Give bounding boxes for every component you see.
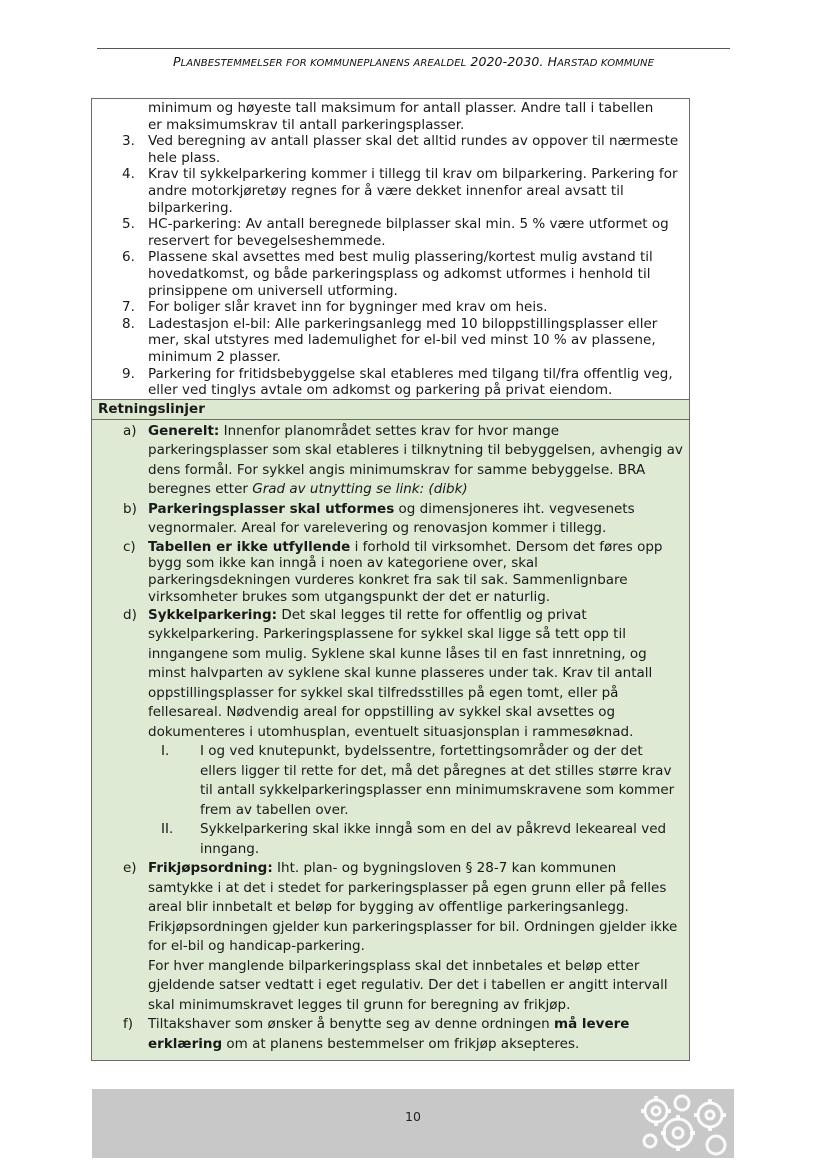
numbered-item [92, 216, 689, 249]
item-number: 3. [122, 133, 135, 150]
guideline-item-c [92, 539, 689, 606]
numbered-item [92, 133, 689, 166]
item-text: Ladestasjon el-bil: Alle parkeringsanlegg med 10 biloppstillingsplasser eller mer, skal utstyres med lademulighet for el-bil ved minst 10 % av plassene, minimum 2 plasser. [148, 315, 658, 365]
item-lead: Sykkelparkering: [148, 606, 278, 623]
item-number: 9. [122, 365, 135, 382]
header-years: 2020-2030. [470, 54, 544, 69]
item-text-continued: For hver manglende bilparkeringsplass skal det innbetales et beløp etter gjeldende satser vedtatt i eget regulativ. Der det i tabellen er angitt intervall skal minimumskravet legges til grunn for beregning av frikjøp. [148, 957, 668, 1013]
numbered-item [92, 166, 689, 216]
guideline-subitem [92, 742, 689, 820]
item-text: Ved beregning av antall plasser skal det alltid rundes av oppover til nærmeste hele plass. [148, 133, 679, 166]
item-lead: Generelt: [148, 422, 220, 439]
item-lead: Frikjøpsordning: [148, 860, 273, 877]
item-emphasis: må levere erklæring [148, 1016, 630, 1052]
guideline-subitem [92, 820, 689, 859]
item-text-end: om at planens bestemmelser om frikjøp aksepteres. [222, 1035, 580, 1052]
item-number: 8. [122, 315, 135, 332]
item-number: 7. [122, 299, 135, 316]
item-letter: a) [123, 422, 137, 439]
item-lead: Parkeringsplasser skal utformes [148, 500, 395, 517]
numbered-provisions [92, 99, 689, 399]
subitem-number: II. [161, 821, 174, 838]
item-letter: c) [123, 538, 136, 555]
subitem-text: Sykkelparkering skal ikke inngå som en del av påkrevd lekeareal ved inngang. [200, 821, 667, 857]
item-text: Innenfor planområdet settes krav for hvor mange parkeringsplasser som skal etableres i tilknytning til bebyggelsen, avhengig av dens formål. For sykkel angis minimumskrav for samme bebyggelse. BRA beregnes etter [148, 422, 683, 498]
numbered-item [92, 299, 689, 316]
numbered-item [92, 249, 689, 299]
dibk-reference: Grad av utnytting se link: (dibk) [252, 481, 468, 498]
item-text: Parkering for fritidsbebyggelse skal etableres med tilgang til/fra offentlig veg, eller ved tinglys avtale om adkomst og parkering på privat eiendom. [148, 365, 673, 399]
item-text: Det skal legges til rette for offentlig og privat sykkelparkering. Parkeringsplassene for sykkel skal ligge så tett opp til inngangene som mulig. Syklene skal kunne låses til en fast innretning, og minst halvparten av syklene skal kunne plasseres under tak. Krav til antall oppstillingsplasser for sykkel skal tilfredsstilles på egen tomt, eller på fellesareal. Nødvendig areal for oppstilling av sykkel skal avsettes og dokumenteres i utomhusplan, eventuelt situasjonsplan i rammesøknad. [148, 606, 653, 740]
item-letter: e) [123, 860, 137, 877]
item-text: Iht. plan- og bygningsloven § 28-7 kan kommunen samtykke i at det i stedet for parkeringsplasser på egen grunn eller på felles areal blir innbetalt et beløp for bygging av offentlige parkeringsanlegg. Frikjøpsordningen gjelder kun parkeringsplasser for bil. Ordningen gjelder ikke for el-bil og handicap-parkering. [148, 860, 678, 955]
numbered-item [92, 366, 689, 399]
running-header [97, 54, 730, 69]
page-footer [92, 1089, 734, 1158]
continued-item-text [92, 100, 689, 133]
page-number: 10 [405, 1109, 421, 1124]
guideline-item-a [92, 422, 689, 500]
item-text: Tiltakshaver som ønsker å benytte seg av denne ordningen [148, 1016, 555, 1033]
item-letter: f) [123, 1016, 134, 1033]
item-text: Plassene skal avsettes med best mulig plassering/kortest mulig avstand til hovedatkomst, og både parkeringsplass og adkomst utformes i henhold til prinsippene om universell utforming. [148, 249, 653, 299]
item-letter: d) [123, 606, 137, 623]
guideline-item-f [92, 1015, 689, 1054]
item-letter: b) [123, 500, 137, 517]
guideline-item-e [92, 859, 689, 1015]
item-lead: Tabellen er ikke utfyllende [148, 538, 351, 555]
item-text: i forhold til virksomhet. Dersom det føres opp bygg som ikke kan inngå i noen av kategoriene over, skal parkeringsdekningen vurderes konkret fra sak til sak. Sammenlignbare virksomheter brukes som utgangspunkt der det er naturlig. [148, 538, 663, 606]
header-rule [97, 48, 730, 49]
numbered-item [92, 316, 689, 366]
continued-line-1: minimum og høyeste tall maksimum for antall plasser. Andre tall i tabellen [148, 100, 654, 116]
subitem-text: I og ved knutepunkt, bydelssentre, fortettingsområder og der det ellers ligger til rette for det, må det påregnes at det stilles større krav til antall sykkelparkeringsplasser enn minimumskravene som kommer frem av tabellen over. [200, 743, 675, 818]
item-text: og dimensjoneres iht. vegvesenets vegnormaler. Areal for varelevering og renovasjon kommer i tillegg. [148, 500, 635, 537]
gear-cluster-logo-icon [634, 1089, 734, 1158]
header-title-rest: LANBESTEMMELSER FOR KOMMUNEPLANENS AREALDEL [180, 58, 467, 69]
guideline-item-b [92, 500, 689, 539]
section-heading-retningslinjer: Retningslinjer [92, 399, 689, 420]
guideline-item-d [92, 606, 689, 743]
item-text: HC-parkering: Av antall beregnede bilplasser skal min. 5 % være utformet og reservert for bevegelseshemmede. [148, 216, 669, 249]
header-municipality-rest: ARSTAD KOMMUNE [557, 58, 655, 69]
item-number: 6. [122, 249, 135, 266]
continued-line-2: er maksimumskrav til antall parkeringsplasser. [148, 116, 465, 133]
header-municipality-initial: H [547, 54, 558, 69]
item-number: 4. [122, 166, 135, 183]
guidelines [92, 420, 689, 1061]
item-number: 5. [122, 216, 135, 233]
item-text: Krav til sykkelparkering kommer i tillegg til krav om bilparkering. Parkering for andre motorkjøretøy regnes for å være dekket innenfor areal avsatt til bilparkering. [148, 166, 678, 216]
subitem-number: I. [161, 743, 170, 760]
header-title-initial: P [172, 54, 181, 69]
item-text: For boliger slår kravet inn for bygninger med krav om heis. [148, 299, 548, 316]
provisions-table [91, 98, 690, 1061]
